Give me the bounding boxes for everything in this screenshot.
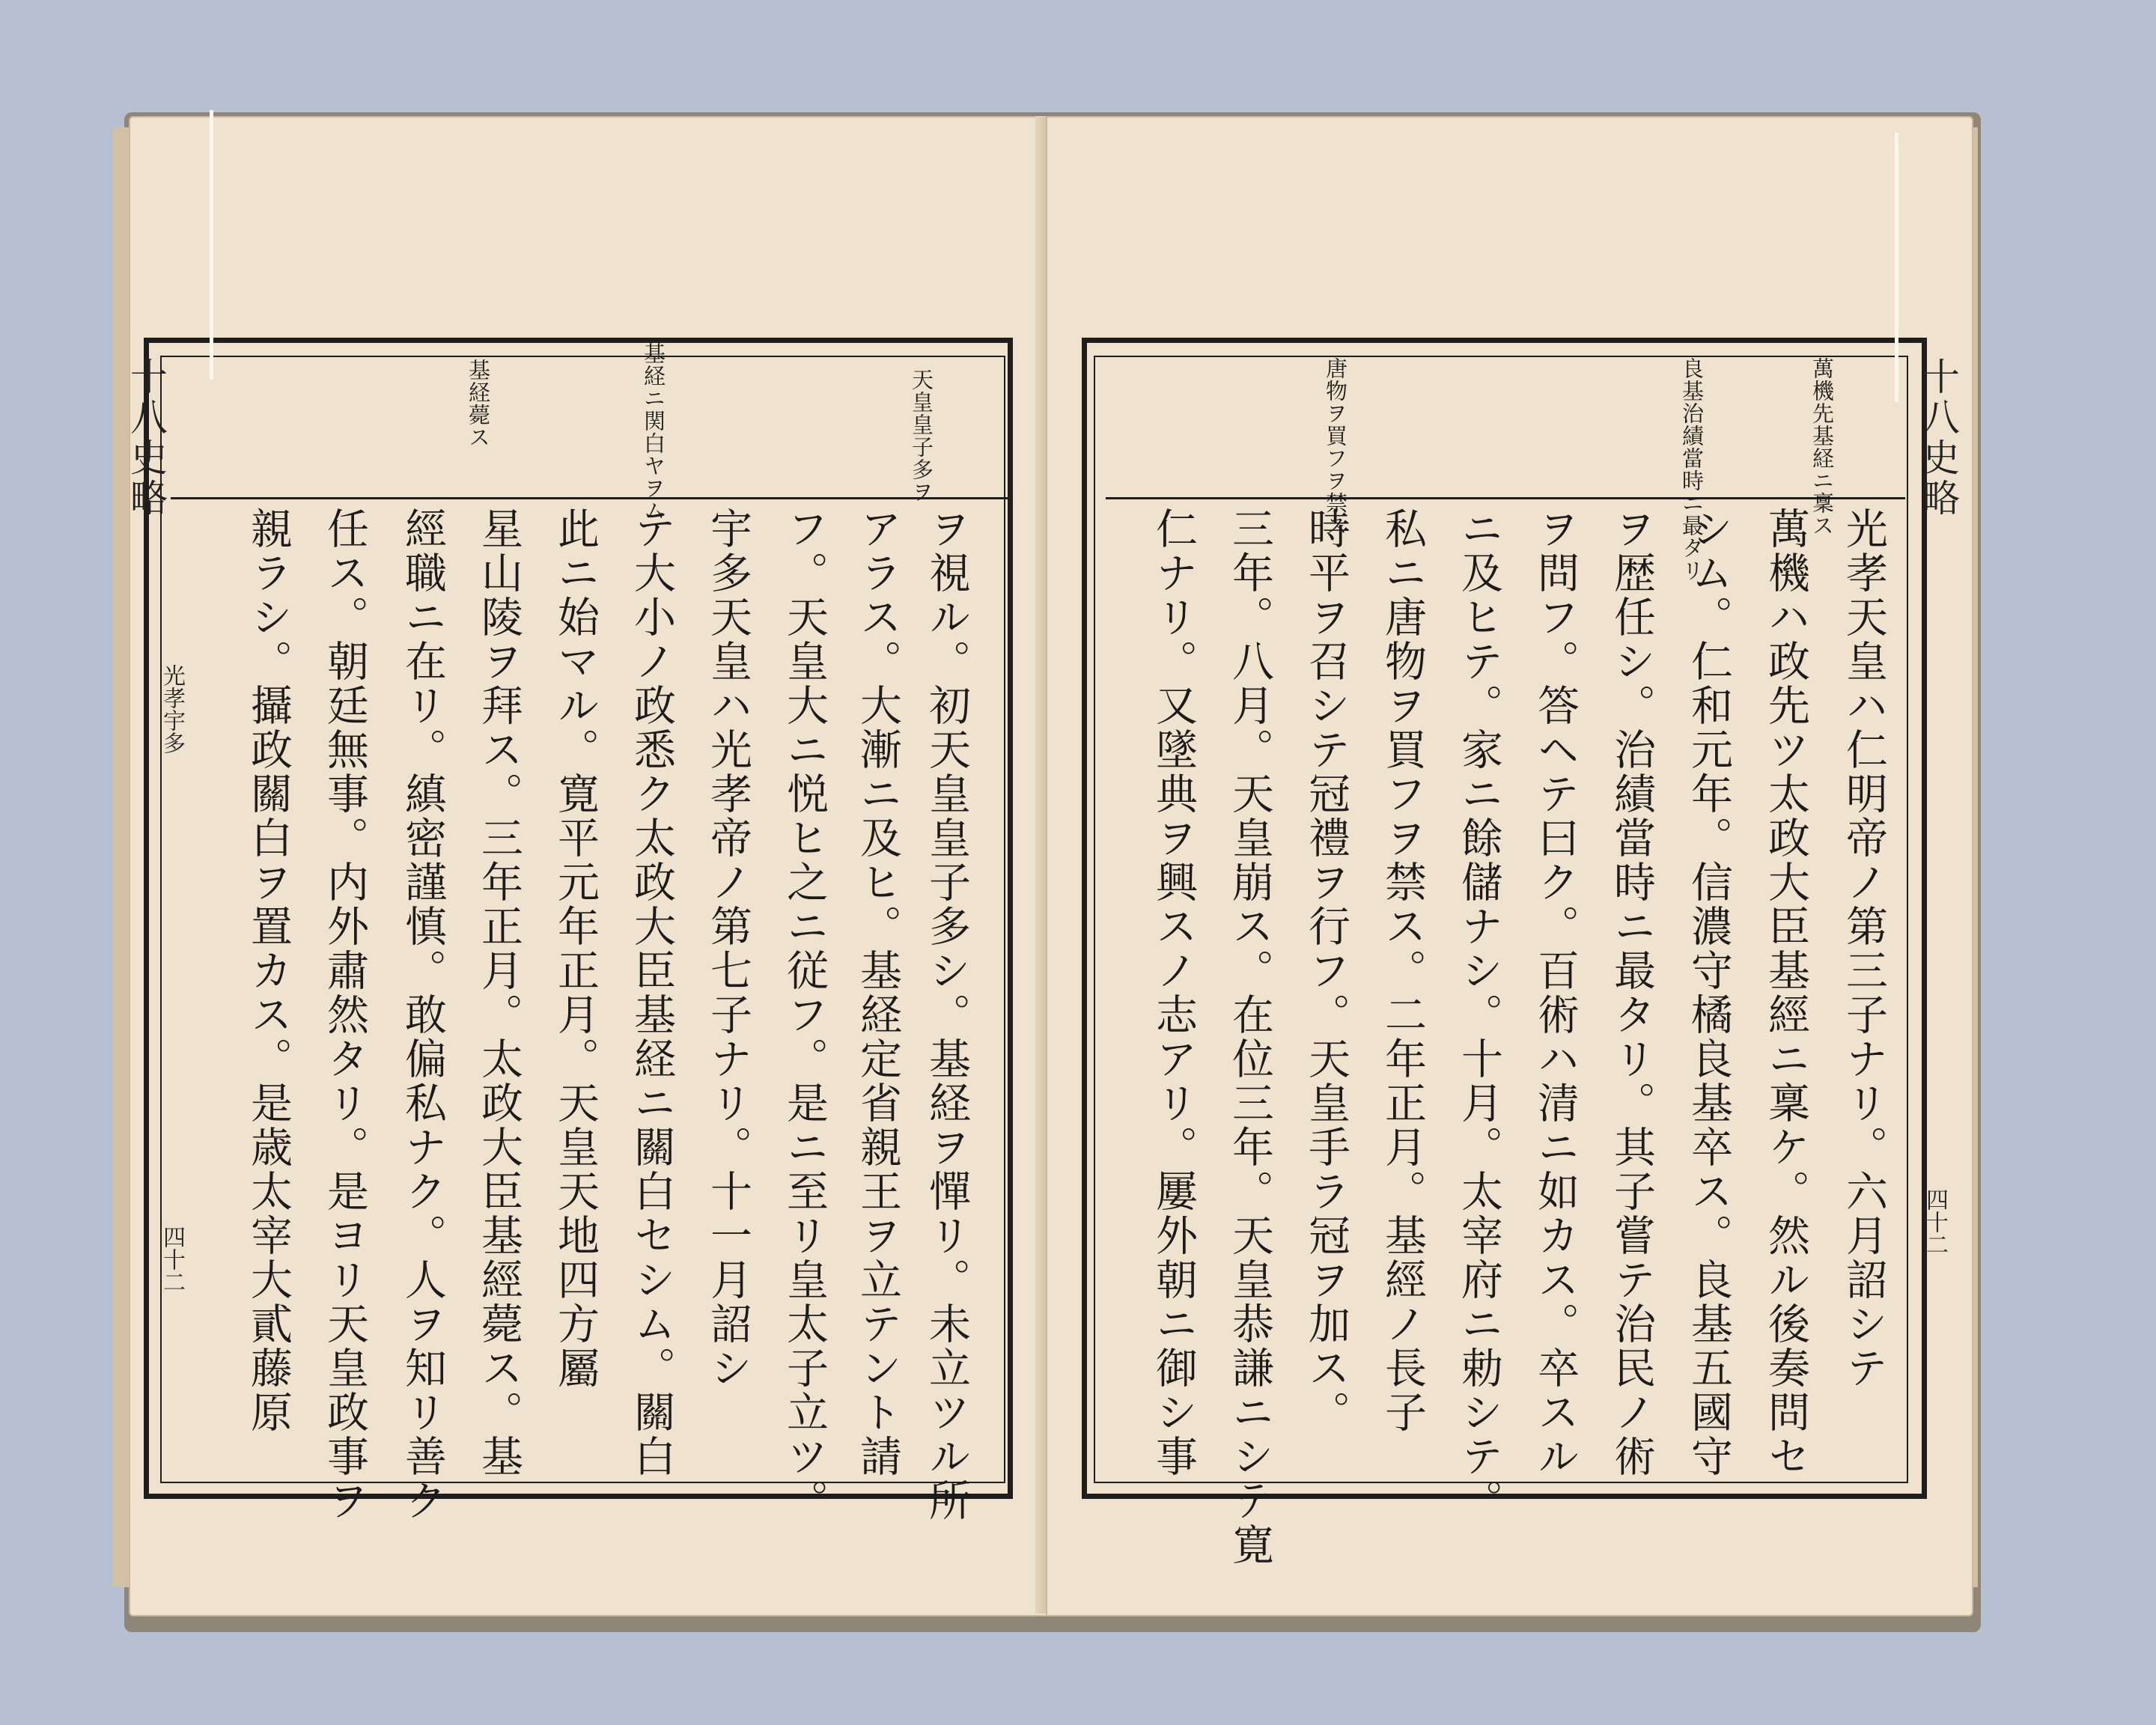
- left-margin-book-title: 十八史略: [124, 357, 168, 519]
- binding-thread: [210, 110, 213, 380]
- right-text-column-4: ヲ歴任シ。治績當時ニ最タリ。其子嘗テ治民ノ術: [1607, 507, 1656, 1479]
- right-text-column-8: 時平ヲ召シテ冠禮ヲ行フ。天皇手ラ冠ヲ加ス。: [1302, 507, 1350, 1435]
- right-headnote-1: 萬機先基経ニ稟ス: [1809, 357, 1835, 537]
- left-text-column-5: テ大小ノ政悉ク太政大臣基経ニ關白セシム。關白: [627, 507, 676, 1479]
- left-headnote-3: 基経薨ス: [466, 359, 491, 448]
- right-text-column-5: ヲ問フ。答ヘテ曰ク。百術ハ清ニ如カス。卒スル: [1531, 507, 1580, 1479]
- left-headnote-1: 天皇皇子多ヲ: [909, 368, 934, 503]
- left-text-column-2: アラス。大漸ニ及ヒ。基経定省親王ヲ立テント請: [853, 507, 902, 1479]
- left-headnote-2: 基経ニ関白ヤヲム: [641, 342, 666, 522]
- binding-thread: [1895, 133, 1898, 402]
- right-headnote-3: 唐物ヲ買フヲ禁ス: [1323, 357, 1348, 537]
- right-text-column-1: 光孝天皇ハ仁明帝ノ第三子ナリ。六月詔シテ: [1839, 507, 1888, 1390]
- left-text-column-6: 此ニ始マル。寛平元年正月。天皇天地四方屬: [551, 507, 600, 1390]
- left-text-column-10: 親ラシ。攝政關白ヲ置カス。是歳太宰大貳藤原: [244, 507, 293, 1435]
- right-headnote-2: 良基治績當時ニ最タリ: [1679, 357, 1705, 582]
- right-text-column-3: シム。仁和元年。信濃守橘良基卒ス。良基五國守: [1684, 507, 1733, 1479]
- right-page: [1046, 116, 1973, 1616]
- left-text-column-3: フ。天皇大ニ悦ヒ之ニ従フ。是ニ至リ皇太子立ツ。: [780, 507, 829, 1523]
- right-text-column-9: 三年。八月。天皇崩ス。在位三年。天皇恭謙ニシテ寛: [1225, 507, 1274, 1567]
- left-text-column-9: 任ス。朝廷無事。内外肅然タリ。是ヨリ天皇政事ヲ: [320, 507, 369, 1523]
- left-text-column-1: ヲ視ル。初天皇皇子多シ。基経ヲ憚リ。未立ツル所: [922, 507, 971, 1523]
- left-margin-subtitle: 光孝宇多: [159, 664, 185, 754]
- right-margin-page-number: 四十二: [1922, 1188, 1948, 1256]
- right-margin-book-title: 十八史略: [1916, 357, 1960, 519]
- right-text-column-2: 萬機ハ政先ツ太政大臣基經ニ稟ケ。然ル後奏問セ: [1761, 507, 1810, 1479]
- right-text-column-10: 仁ナリ。又墜典ヲ興スノ志アリ。屢外朝ニ御シ事: [1149, 507, 1198, 1479]
- left-text-column-8: 經職ニ在リ。縝密謹慎。敢偏私ナク。人ヲ知リ善ク: [398, 507, 447, 1523]
- left-margin-page-number: 四十二: [159, 1226, 185, 1293]
- right-text-column-7: 私ニ唐物ヲ買フヲ禁ス。二年正月。基經ノ長子: [1378, 507, 1427, 1435]
- left-page: [124, 116, 1049, 1616]
- left-text-column-7: 星山陵ヲ拜ス。三年正月。太政大臣基經薨ス。基: [475, 507, 523, 1479]
- left-text-column-4: 宇多天皇ハ光孝帝ノ第七子ナリ。十一月詔シ: [704, 507, 752, 1390]
- right-text-column-6: ニ及ヒテ。家ニ餘儲ナシ。十月。太宰府ニ勅シテ。: [1455, 507, 1503, 1523]
